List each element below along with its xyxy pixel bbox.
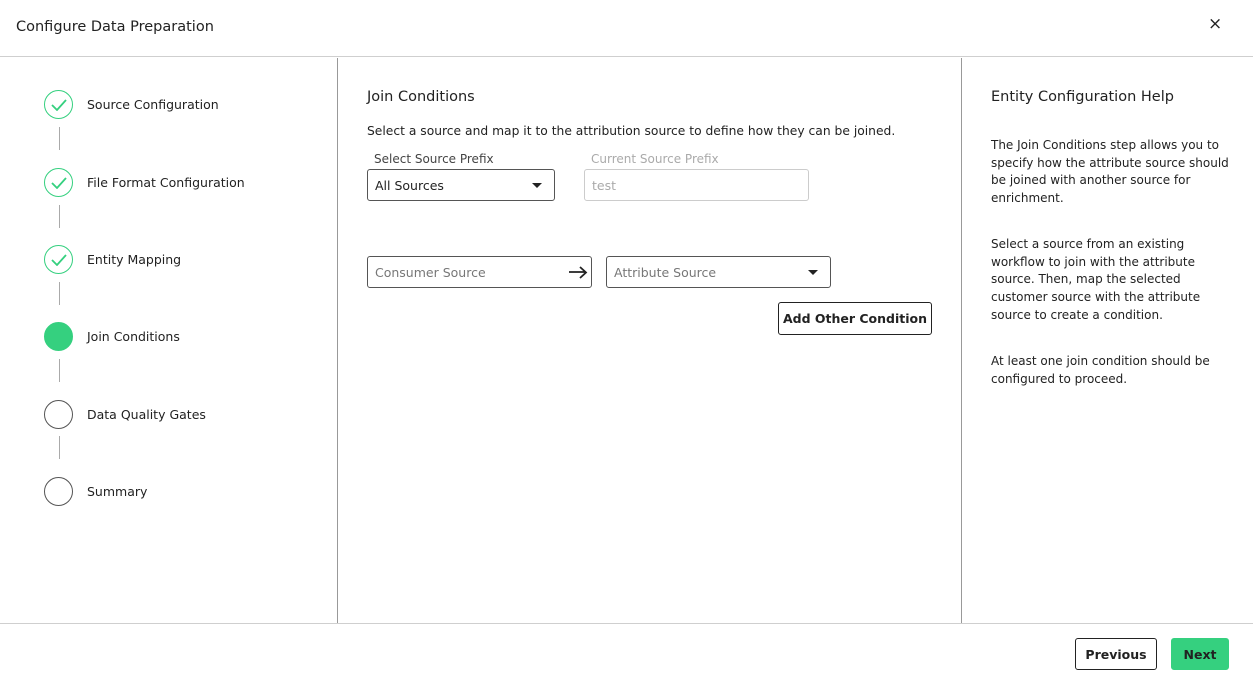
step-label: Join Conditions — [87, 329, 180, 344]
source-prefix-label: Select Source Prefix — [374, 152, 494, 166]
step-connector — [59, 205, 60, 228]
step-summary[interactable] — [44, 477, 147, 506]
step-label: File Format Configuration — [87, 175, 245, 190]
step-entity-mapping[interactable] — [44, 245, 181, 274]
chevron-down-icon — [808, 270, 818, 275]
help-panel — [962, 58, 1253, 623]
check-icon — [44, 90, 73, 119]
input-value: test — [592, 177, 617, 193]
step-data-quality-gates[interactable] — [44, 400, 206, 429]
select-value: All Sources — [375, 177, 444, 193]
pending-step-icon — [44, 400, 73, 429]
check-icon — [44, 245, 73, 274]
previous-button[interactable]: Previous — [1075, 638, 1157, 670]
step-connector — [59, 359, 60, 382]
close-icon[interactable]: × — [1208, 14, 1223, 34]
dialog-title: Configure Data Preparation — [16, 19, 214, 35]
attribute-source-select[interactable] — [606, 256, 831, 288]
section-heading: Join Conditions — [367, 89, 475, 105]
source-prefix-select[interactable] — [367, 169, 555, 201]
step-connector — [59, 127, 60, 150]
input-placeholder: Consumer Source — [375, 264, 486, 280]
current-prefix-label: Current Source Prefix — [591, 152, 719, 166]
step-label: Summary — [87, 484, 148, 499]
help-paragraph: The Join Conditions step allows you to specify how the attribute source should be joined with another source for enrichment. — [991, 138, 1229, 206]
step-connector — [59, 282, 60, 305]
next-button[interactable]: Next — [1171, 638, 1229, 670]
help-paragraph: At least one join condition should be configured to proceed. — [991, 354, 1210, 386]
chevron-down-icon — [532, 183, 542, 188]
step-label: Data Quality Gates — [87, 407, 206, 422]
step-label: Entity Mapping — [87, 252, 182, 267]
pending-step-icon — [44, 477, 73, 506]
section-description: Select a source and map it to the attribution source to define how they can be joined. — [367, 124, 896, 138]
step-source-configuration[interactable] — [44, 90, 219, 119]
consumer-source-input[interactable] — [367, 256, 592, 288]
select-placeholder: Attribute Source — [614, 264, 717, 280]
help-heading: Entity Configuration Help — [991, 89, 1174, 105]
help-paragraph: Select a source from an existing workflow to join with the attribute source. Then, map the selected customer source with the attribute source to create a condition. — [991, 237, 1201, 322]
join-conditions-panel — [338, 58, 962, 623]
step-connector — [59, 436, 60, 459]
dialog-footer — [0, 623, 1253, 677]
step-file-format[interactable] — [44, 168, 245, 197]
stepper — [0, 58, 338, 623]
current-prefix-input[interactable] — [584, 169, 809, 201]
check-icon — [44, 168, 73, 197]
arrow-right-icon — [568, 266, 588, 280]
add-other-condition-button[interactable]: Add Other Condition — [778, 302, 932, 335]
active-step-icon — [44, 322, 73, 351]
step-join-conditions[interactable] — [44, 322, 180, 351]
step-label: Source Configuration — [87, 97, 219, 112]
dialog-header — [0, 0, 1253, 57]
